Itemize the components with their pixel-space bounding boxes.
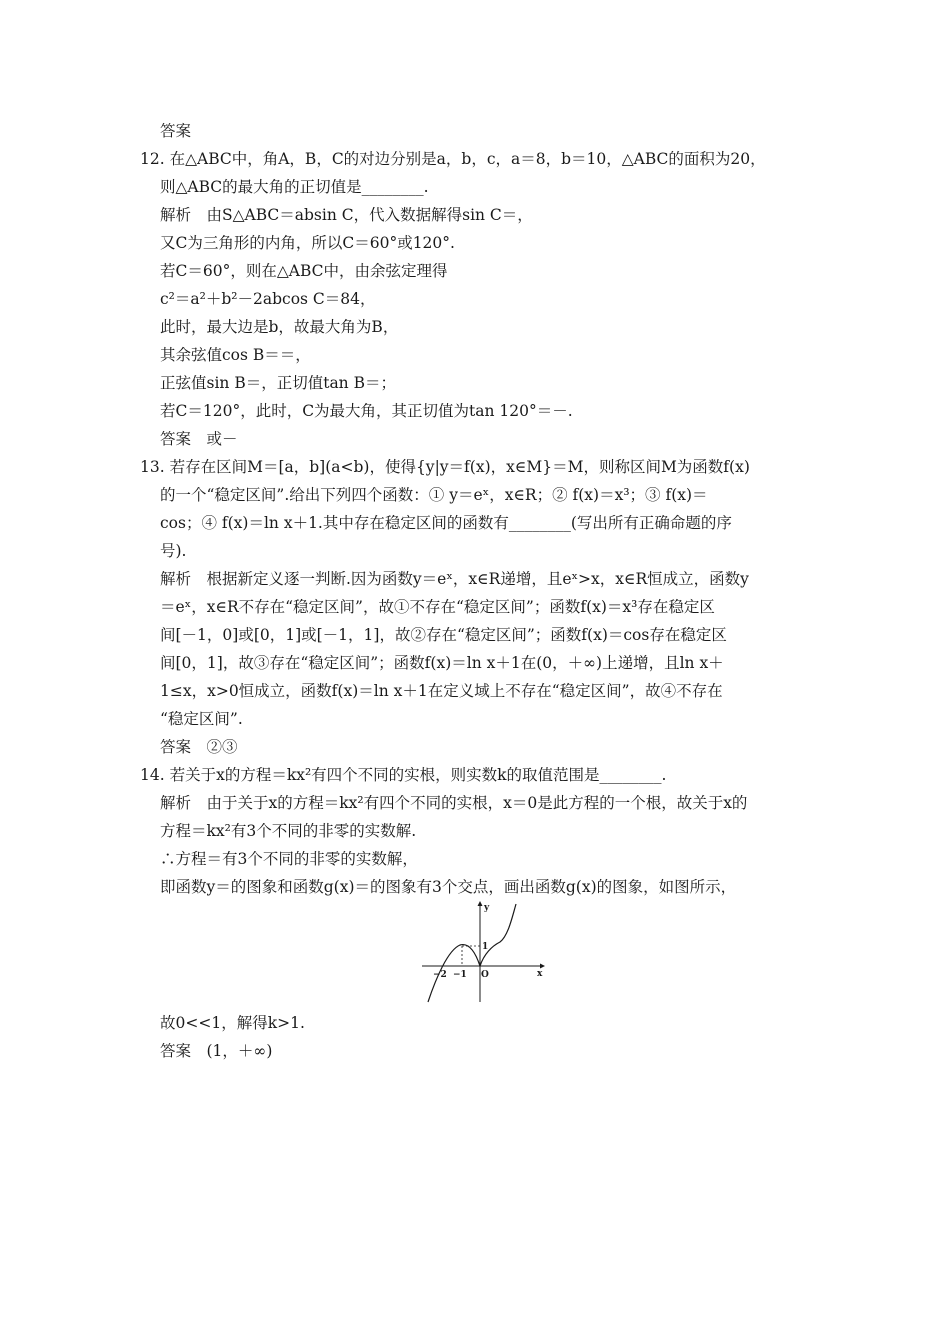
solution-14-line: 故0<<1，解得k>1. bbox=[160, 1014, 305, 1032]
y-axis-arrow-icon bbox=[478, 901, 483, 906]
solution-12-line: 若C＝60°，则在△ABC中，由余弦定理得 bbox=[160, 262, 448, 280]
answer-13: 答案 ②③ bbox=[160, 738, 238, 756]
question-13-line: 号). bbox=[160, 542, 187, 560]
solution-13-line: 间[－1，0]或[0，1]或[－1，1]，故②存在“稳定区间”；函数f(x)＝cos存在稳定区 bbox=[160, 626, 727, 644]
tick-label-1: 1 bbox=[482, 942, 489, 952]
solution-14-line: ∴方程＝有3个不同的非零的实数解， bbox=[160, 850, 418, 868]
solution-13-line: 1≤x，x>0恒成立，函数f(x)＝ln x＋1在定义域上不存在“稳定区间”，故④不存在 bbox=[160, 682, 723, 700]
answer-14: 答案 (1，＋∞) bbox=[160, 1042, 273, 1060]
tick-label-neg2: −2 bbox=[433, 970, 447, 980]
origin-label: O bbox=[481, 970, 489, 980]
answer-12: 答案 或－ bbox=[160, 430, 238, 448]
solution-13-line: ＝eˣ，x∈R不存在“稳定区间”，故①不存在“稳定区间”；函数f(x)＝x³存在稳定区 bbox=[160, 598, 715, 616]
function-graph-figure bbox=[418, 898, 548, 1004]
solution-14-line: 方程＝kx²有3个不同的非零的实数解. bbox=[160, 822, 417, 840]
solution-12-line: 正弦值sin B＝，正切值tan B＝； bbox=[160, 374, 396, 392]
solution-13-line: “稳定区间”. bbox=[160, 710, 243, 728]
question-14: 14. 若关于x的方程＝kx²有四个不同的实根，则实数k的取值范围是________. bbox=[140, 766, 667, 784]
solution-13-line: 间[0，1]，故③存在“稳定区间”；函数f(x)＝ln x＋1在(0，＋∞)上递增，且ln x＋ bbox=[160, 654, 724, 672]
x-axis-label: x bbox=[537, 969, 543, 979]
solution-12-line: 又C为三角形的内角，所以C＝60°或120°. bbox=[160, 234, 455, 252]
solution-12-line: 解析 由S△ABC＝absin C，代入数据解得sin C＝， bbox=[160, 206, 533, 224]
solution-12-line: 此时，最大边是b，故最大角为B， bbox=[160, 318, 399, 336]
solution-14-line: 解析 由于关于x的方程＝kx²有四个不同的实根，x＝0是此方程的一个根，故关于x的 bbox=[160, 794, 748, 812]
solution-12-line: 其余弦值cos B＝＝， bbox=[160, 346, 311, 364]
question-13-line: cos；④ f(x)＝ln x＋1.其中存在稳定区间的函数有________(写出所有正确命题的序 bbox=[160, 514, 732, 532]
solution-12-line: c²＝a²＋b²－2abcos C＝84， bbox=[160, 290, 376, 308]
question-12: 12. 在△ABC中，角A，B，C的对边分别是a，b，c，a＝8，b＝10，△ABC的面积为20， bbox=[140, 150, 766, 168]
function-graph bbox=[418, 898, 548, 1004]
y-axis-label: y bbox=[484, 903, 490, 913]
x-axis-arrow-icon bbox=[540, 964, 545, 969]
question-13-line: 的一个“稳定区间”.给出下列四个函数：① y＝eˣ，x∈R；② f(x)＝x³；③ f(x)＝ bbox=[160, 486, 708, 504]
answer-label-11: 答案 bbox=[160, 122, 192, 140]
question-13: 13. 若存在区间M＝[a，b](a<b)，使得{y|y＝f(x)，x∈M}＝M，则称区间M为函数f(x) bbox=[140, 458, 750, 476]
function-curve bbox=[428, 904, 516, 1002]
solution-13-line: 解析 根据新定义逐一判断.因为函数y＝eˣ，x∈R递增，且eˣ>x，x∈R恒成立，函数y bbox=[160, 570, 749, 588]
question-12-line: 则△ABC的最大角的正切值是________. bbox=[160, 178, 429, 196]
solution-14-line: 即函数y＝的图象和函数g(x)＝的图象有3个交点，画出函数g(x)的图象，如图所示， bbox=[160, 878, 737, 896]
tick-label-neg1: −1 bbox=[453, 970, 467, 980]
solution-12-line: 若C＝120°，此时，C为最大角，其正切值为tan 120°＝－. bbox=[160, 402, 573, 420]
